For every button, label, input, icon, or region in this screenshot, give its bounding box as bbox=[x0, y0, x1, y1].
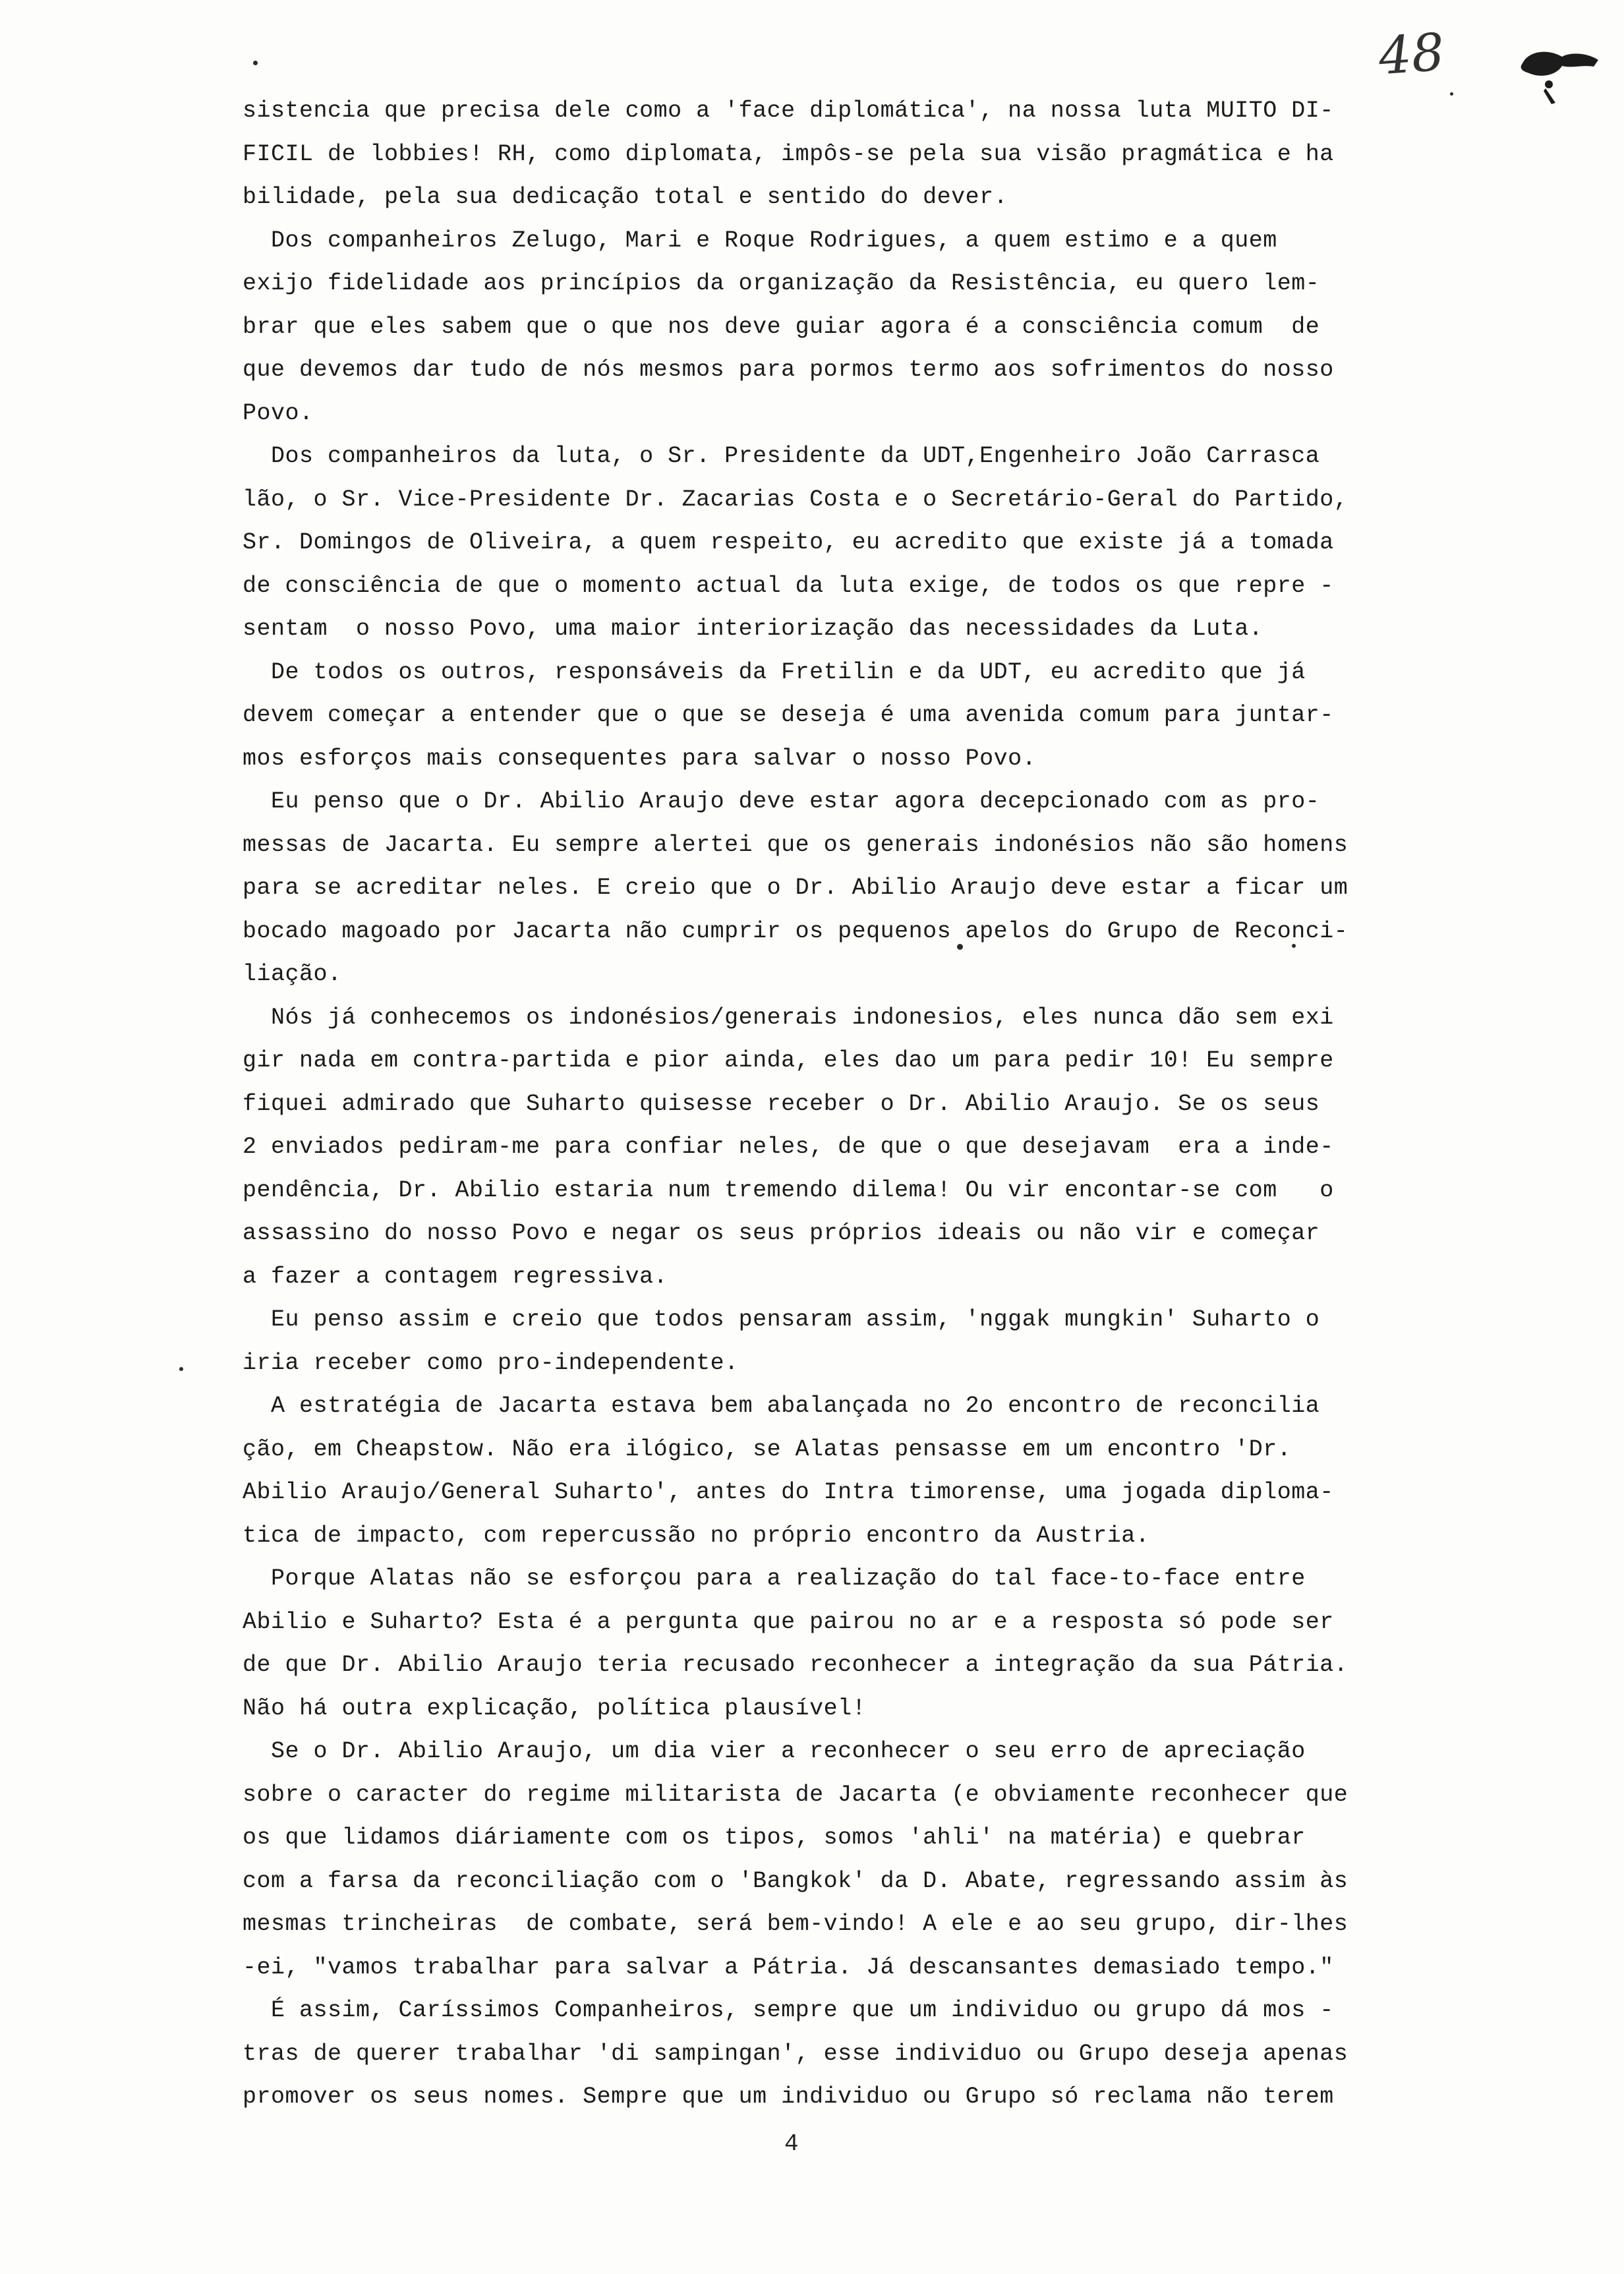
text-line: exijo fidelidade aos princípios da organização da Resistência, eu quero lem- bbox=[243, 270, 1320, 297]
text-line: Eu penso que o Dr. Abilio Araujo deve estar agora decepcionado com as pro- bbox=[243, 788, 1320, 815]
text-line: Povo. bbox=[243, 399, 314, 426]
text-line: FICIL de lobbies! RH, como diplomata, impôs-se pela sua visão pragmática e ha bbox=[243, 140, 1334, 167]
text-line: para se acreditar neles. E creio que o Dr. Abilio Araujo deve estar a ficar um bbox=[243, 875, 1348, 901]
text-line: brar que eles sabem que o que nos deve guiar agora é a consciência comum de bbox=[243, 313, 1320, 340]
text-line: lão, o Sr. Vice-Presidente Dr. Zacarias Costa e o Secretário-Geral do Partido, bbox=[243, 486, 1348, 513]
page-number: 4 bbox=[784, 2130, 799, 2157]
text-line: liação. bbox=[243, 961, 342, 987]
text-line: de consciência de que o momento actual da luta exige, de todos os que repre - bbox=[243, 572, 1334, 599]
text-line: Dos companheiros da luta, o Sr. Presidente da UDT,Engenheiro João Carrasca bbox=[243, 443, 1320, 469]
text-line: de que Dr. Abilio Araujo teria recusado reconhecer a integração da sua Pátria. bbox=[243, 1652, 1348, 1678]
text-line: A estratégia de Jacarta estava bem abalançada no 2o encontro de reconcilia bbox=[243, 1393, 1320, 1419]
text-line: 2 enviados pediram-me para confiar neles, de que o que desejavam era a inde- bbox=[243, 1134, 1334, 1160]
text-line bbox=[243, 2119, 1449, 2163]
text-line: os que lidamos diáriamente com os tipos, somos 'ahli' na matéria) e quebrar bbox=[243, 1824, 1306, 1851]
text-line: que devemos dar tudo de nós mesmos para pormos termo aos sofrimentos do nosso bbox=[243, 357, 1334, 383]
text-line: sobre o caracter do regime militarista de Jacarta (e obviamente reconhecer que bbox=[243, 1781, 1348, 1808]
text-line: sistencia que precisa dele como a 'face diplomática', na nossa luta MUITO DI- bbox=[243, 98, 1334, 124]
text-line: messas de Jacarta. Eu sempre alertei que os generais indonésios não são homens bbox=[243, 831, 1348, 858]
text-line: mesmas trincheiras de combate, será bem-vindo! A ele e ao seu grupo, dir-lhes bbox=[243, 1911, 1348, 1937]
text-line: Abilio Araujo/General Suharto', antes do Intra timorense, uma jogada diploma- bbox=[243, 1479, 1334, 1505]
text-line: bilidade, pela sua dedicação total e sentido do dever. bbox=[243, 184, 1008, 210]
text-line: De todos os outros, responsáveis da Fretilin e da UDT, eu acredito que já bbox=[243, 658, 1306, 685]
folio-number: 48 bbox=[1376, 22, 1447, 87]
text-line: bocado magoado por Jacarta não cumprir os pequenos apelos do Grupo de Reconci- bbox=[243, 918, 1348, 945]
text-line: Não há outra explicação, política plausível! bbox=[243, 1695, 867, 1722]
text-line: promover os seus nomes. Sempre que um individuo ou Grupo só reclama não terem bbox=[243, 2084, 1334, 2110]
text-line: tras de querer trabalhar 'di sampingan', esse individuo ou Grupo deseja apenas bbox=[243, 2040, 1348, 2067]
text-line: gir nada em contra-partida e pior ainda, eles dao um para pedir 10! Eu sempre bbox=[243, 1047, 1334, 1074]
ink-smudge-mark bbox=[1509, 37, 1608, 109]
text-line: Nós já conhecemos os indonésios/generais indonesios, eles nunca dão sem exi bbox=[243, 1004, 1334, 1031]
text-line: Se o Dr. Abilio Araujo, um dia vier a reconhecer o seu erro de apreciação bbox=[243, 1738, 1306, 1764]
text-line: ção, em Cheapstow. Não era ilógico, se Alatas pensasse em um encontro 'Dr. bbox=[243, 1436, 1292, 1463]
paper-speck bbox=[1450, 92, 1453, 96]
text-line: tica de impacto, com repercussão no próprio encontro da Austria. bbox=[243, 1522, 1150, 1549]
text-line: assassino do nosso Povo e negar os seus próprios ideais ou não vir e começar bbox=[243, 1220, 1320, 1246]
text-line: Abilio e Suharto? Esta é a pergunta que pairou no ar e a resposta só pode ser bbox=[243, 1608, 1334, 1635]
text-line: iria receber como pro-independente. bbox=[243, 1349, 739, 1376]
text-line: -ei, "vamos trabalhar para salvar a Pátria. Já descansantes demasiado tempo." bbox=[243, 1954, 1334, 1981]
text-line: devem começar a entender que o que se deseja é uma avenida comum para juntar- bbox=[243, 702, 1334, 728]
text-line: com a farsa da reconciliação com o 'Bangkok' da D. Abate, regressando assim às bbox=[243, 1867, 1348, 1894]
typewritten-body-text bbox=[243, 90, 1449, 2162]
text-line: pendência, Dr. Abilio estaria num tremendo dilema! Ou vir encontar-se com o bbox=[243, 1177, 1334, 1204]
text-line: É assim, Caríssimos Companheiros, sempre que um individuo ou grupo dá mos - bbox=[243, 1997, 1334, 2024]
paper-speck bbox=[179, 1367, 183, 1371]
text-line: Eu penso assim e creio que todos pensaram assim, 'nggak mungkin' Suharto o bbox=[243, 1306, 1320, 1333]
paper-speck bbox=[253, 61, 258, 65]
text-line: sentam o nosso Povo, uma maior interiorização das necessidades da Luta. bbox=[243, 616, 1263, 642]
text-line: Sr. Domingos de Oliveira, a quem respeito, eu acredito que existe já a tomada bbox=[243, 529, 1334, 556]
text-line: Dos companheiros Zelugo, Mari e Roque Rodrigues, a quem estimo e a quem bbox=[243, 227, 1277, 254]
text-line: a fazer a contagem regressiva. bbox=[243, 1263, 668, 1290]
text-line: fiquei admirado que Suharto quisesse receber o Dr. Abilio Araujo. Se os seus bbox=[243, 1090, 1320, 1117]
text-line: Porque Alatas não se esforçou para a realização do tal face-to-face entre bbox=[243, 1565, 1306, 1592]
text-line: mos esforços mais consequentes para salvar o nosso Povo. bbox=[243, 745, 1037, 772]
